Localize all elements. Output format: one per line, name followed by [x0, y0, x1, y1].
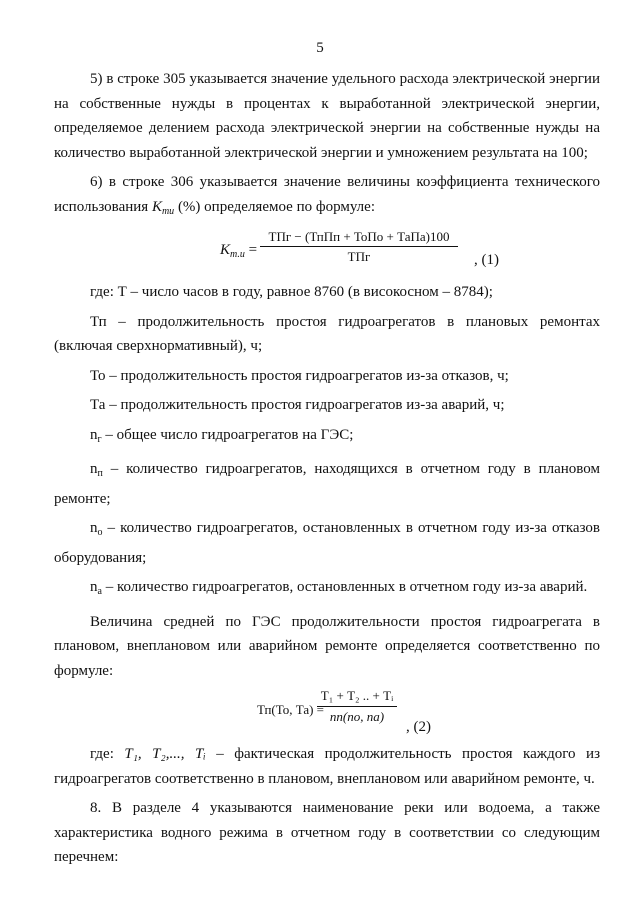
formula-1-denominator: ТПг [347, 249, 371, 264]
paragraph-item-5: 5) в строке 305 указывается значение удельного расхода электрической энергии на собственные нужды в процентах к выработанной электрической энергии, определяемое делением расхода электрической энергии на собственные нужды на количество выработанной электрической энергии и умножением результата на 100; [54, 71, 600, 161]
document-body [54, 67, 600, 870]
paragraph-where-t1: где: T₁, T₂,..., Tᵢ – фактическая продолжительность простоя каждого из гидроагрегатов соответственно в плановом, внеплановом или аварийном ремонте, ч. [54, 746, 600, 787]
formula-1 [54, 228, 600, 278]
formula-2-denominator: nп(nо, nа) [329, 709, 385, 724]
paragraph-na: $n_а$ – количество гидроагрегатов, остановленных в отчетном году из-за аварий. [90, 579, 588, 597]
paragraph-ta: Та – продолжительность простоя гидроагрегатов из-за аварий, ч; [90, 397, 505, 413]
p2-end: (%) определяемое по формуле: [177, 198, 375, 215]
formula-1-fraction [260, 228, 458, 265]
paragraph-np: $n_п$ – количество гидроагрегатов, находящихся в отчетном году в плановом ремонте; [54, 461, 600, 507]
formula-1-numerator: ТПг − (ТпПп + ТоПо + ТаПа)100 [260, 228, 458, 247]
p2-start: 6) в строке 306 указывается значение величины коэффициента технического использования [54, 174, 600, 215]
paragraph-to: То – продолжительность простоя гидроагрегатов из-за отказов, ч; [90, 367, 509, 384]
paragraph-tp: Тп – продолжительность простоя гидроагрегатов в плановых ремонтах (включая сверхнормативный), ч; [54, 313, 600, 354]
formula-1-lhs: $K_{т.и}$ = [220, 242, 258, 260]
formula-2-numerator: Т₁ + Т₂ .. + Тᵢ [317, 687, 397, 707]
page-number: 5 [316, 40, 324, 56]
formula-2-number: , (2) [406, 719, 431, 735]
paragraph-ng: $n_г$ – общее число гидроагрегатов на ГЭС; [90, 426, 354, 445]
formula-2-fraction [317, 687, 397, 726]
paragraph-where-t: где: Т – число часов в году, равное 8760 (в високосном – 8784); [90, 284, 493, 300]
k-ti-symbol: $K_{ти}$ [151, 198, 175, 217]
paragraph-no: $n_о$ – количество гидроагрегатов, остановленных в отчетном году из-за отказов оборудования; [54, 520, 600, 566]
paragraph-average-downtime: Величина средней по ГЭС продолжительности простоя гидроагрегата в плановом, внеплановом или аварийном ремонте определяется соответственно по формуле: [54, 613, 600, 679]
paragraph-item-8: 8. В разделе 4 указываются наименование реки или водоема, а также характеристика водного режима в отчетном году в соответствии со следующим перечнем: [54, 800, 600, 865]
formula-1-number: , (1) [474, 252, 499, 268]
paragraph-item-6 [54, 170, 600, 224]
formula-2 [54, 687, 600, 737]
formula-2-lhs: Тп(То, Та) = [257, 702, 324, 717]
t-variables: T₁, T₂,..., Tᵢ [124, 746, 206, 762]
